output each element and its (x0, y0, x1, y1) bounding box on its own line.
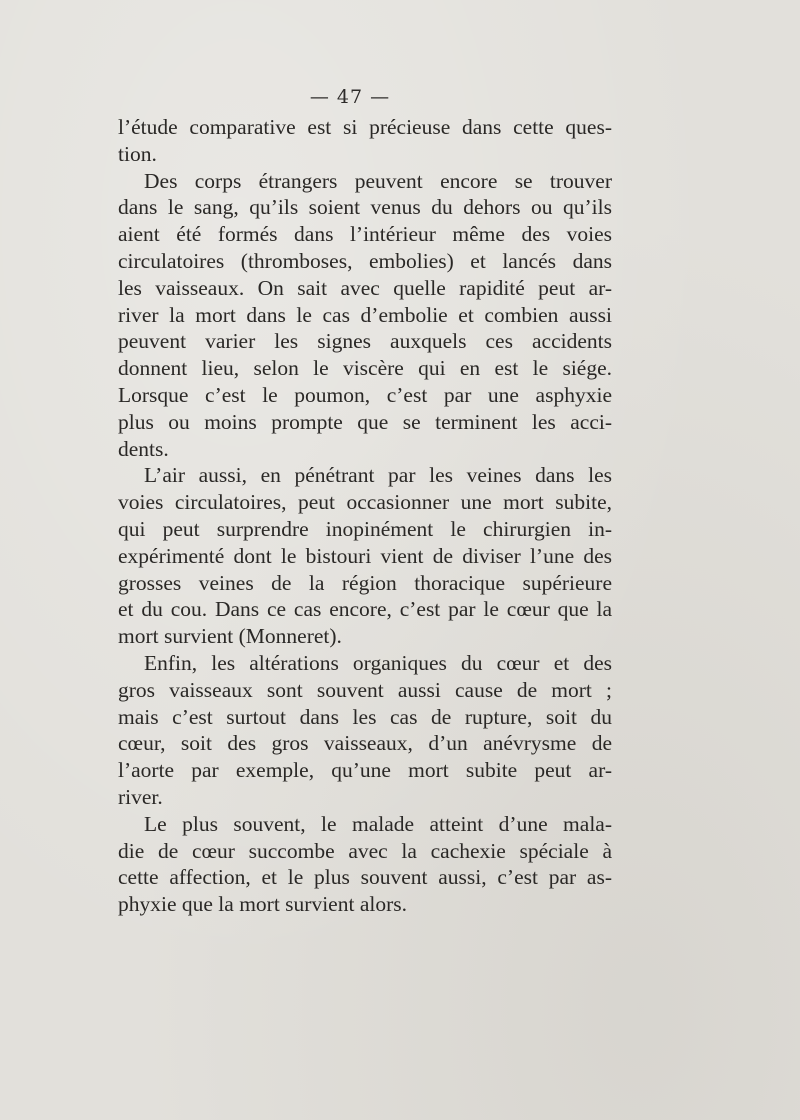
text-line: Enfin, les altérations organiques du cœur et des (144, 650, 612, 675)
text-line: phyxie que la mort survient alors. (118, 892, 407, 917)
paragraph (118, 114, 612, 168)
text-line: tion. (118, 141, 157, 166)
text-line: Le plus souvent, le malade atteint d’une mala- (144, 811, 612, 836)
paragraph (118, 462, 612, 650)
text-line: gros vaisseaux sont souvent aussi cause de mort ; (118, 677, 612, 702)
text-line: qui peut surprendre inopinément le chirurgien in- (118, 516, 612, 541)
text-line: mais c’est surtout dans les cas de rupture, soit du (118, 704, 612, 729)
text-line: grosses veines de la région thoracique supérieure (118, 570, 612, 595)
text-line: L’air aussi, en pénétrant par les veines dans les (144, 463, 612, 488)
text-line: peuvent varier les signes auxquels ces accidents (118, 329, 612, 354)
page-number: — 47 — (309, 86, 391, 108)
text-line: circulatoires (thromboses, embolies) et lancés dans (118, 248, 612, 273)
text-line: cœur, soit des gros vaisseaux, d’un anévrysme de (118, 731, 612, 756)
text-line: Des corps étrangers peuvent encore se trouver (144, 168, 612, 193)
text-line: expérimenté dont le bistouri vient de diviser l’une des (118, 543, 612, 568)
text-line: les vaisseaux. On sait avec quelle rapidité peut ar- (118, 275, 612, 300)
text-line: dans le sang, qu’ils soient venus du dehors ou qu’ils (118, 195, 612, 220)
paragraph (118, 811, 612, 918)
text-line: cette affection, et le plus souvent aussi, c’est par as- (118, 865, 612, 890)
text-line: voies circulatoires, peut occasionner une mort subite, (118, 490, 612, 515)
text-line: river la mort dans le cas d’embolie et combien aussi (118, 302, 612, 327)
body-text (118, 114, 612, 918)
text-line: dents. (118, 436, 169, 461)
text-line: river. (118, 784, 163, 809)
text-line: donnent lieu, selon le viscère qui en est le siége. (118, 356, 612, 381)
text-line: Lorsque c’est le poumon, c’est par une asphyxie (118, 382, 612, 407)
text-line: l’étude comparative est si précieuse dans cette ques- (118, 115, 612, 139)
paragraph (118, 168, 612, 463)
text-line: l’aorte par exemple, qu’une mort subite peut ar- (118, 758, 612, 783)
text-line: aient été formés dans l’intérieur même des voies (118, 222, 612, 247)
text-line: die de cœur succombe avec la cachexie spéciale à (118, 838, 612, 863)
text-line: plus ou moins prompte que se terminent les acci- (118, 409, 612, 434)
text-line: mort survient (Monneret). (118, 624, 342, 649)
text-line: et du cou. Dans ce cas encore, c’est par le cœur que la (118, 597, 612, 622)
paragraph (118, 650, 612, 811)
